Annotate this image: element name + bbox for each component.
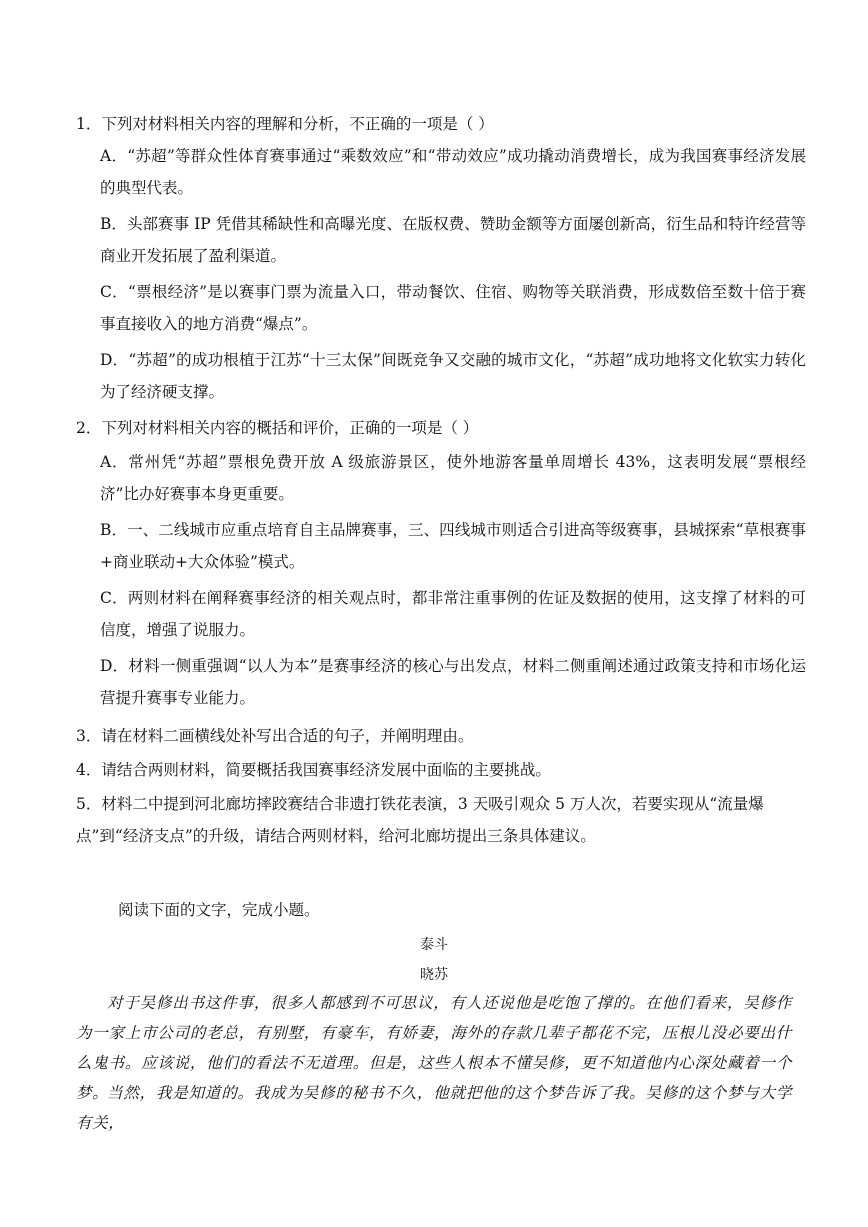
question-1-option-d: D．“苏超”的成功根植于江苏“十三太保”间既竞争又交融的城市文化，“苏超”成功地将文化软实力转化为了经济硬支撑。 <box>100 351 806 401</box>
reading-intro: 阅读下面的文字，完成小题。 <box>118 901 320 919</box>
question-4-stem: 4．请结合两则材料，简要概括我国赛事经济发展中面临的主要挑战。 <box>76 761 551 779</box>
question-1-option-b: B．头部赛事 IP 凭借其稀缺性和高曝光度、在版权费、赞助金额等方面屡创新高，衍生品和特许经营等商业开发拓展了盈利渠道。 <box>100 215 806 265</box>
reading-paragraph-1: 对于吴修出书这件事，很多人都感到不可思议，有人还说他是吃饱了撑的。在他们看来，吴修作为一家上市公司的老总，有别墅，有豪车，有娇妻，海外的存款几辈子都花不完，压根儿没必要出什么鬼书。应该说，他们的看法不无道理。但是，这些人根本不懂吴修，更不知道他内心深处藏着一个梦。 <box>76 994 792 1102</box>
question-2-option-d: D．材料一侧重强调“以人为本”是赛事经济的核心与出发点，材料二侧重阐述通过政策支持和市场化运营提升赛事专业能力。 <box>100 657 806 707</box>
question-2-option-a: A．常州凭“苏超”票根免费开放 A 级旅游景区，使外地游客量单周增长 43%，这表明发展“票根经济”比办好赛事本身更重要。 <box>100 453 806 503</box>
question-2-option-c: C．两则材料在阐释赛事经济的相关观点时，都非常注重事例的佐证及数据的使用，这支撑了材料的可信度，增强了说服力。 <box>100 589 806 639</box>
question-1-option-c: C．“票根经济”是以赛事门票为流量入口，带动餐饮、住宿、购物等关联消费，形成数倍至数十倍于赛事直接收入的地方消费“爆点”。 <box>100 283 806 333</box>
reading-author: 晓苏 <box>420 967 448 983</box>
question-1-option-a: A．“苏超”等群众性体育赛事通过“乘数效应”和“带动效应”成功撬动消费增长，成为我国赛事经济发展的典型代表。 <box>100 147 806 197</box>
question-5-stem: 5．材料二中提到河北廊坊摔跤赛结合非遗打铁花表演，3 天吸引观众 5 万人次，若要实现从“流量爆点”到“经济支点”的升级，请结合两则材料，给河北廊坊提出三条具体建议。 <box>76 795 764 845</box>
question-2-stem: 2．下列对材料相关内容的概括和评价，正确的一项是（ ） <box>76 419 479 437</box>
reading-paragraph-2: 当然，我是知道的。我成为吴修的秘书不久，他就把他的这个梦告诉了我。吴修的这个梦与大学有关， <box>76 1084 792 1132</box>
question-3-stem: 3．请在材料二画横线处补写出合适的句子，并阐明理由。 <box>76 727 474 745</box>
question-1-stem: 1．下列对材料相关内容的理解和分析，不正确的一项是（ ） <box>76 115 494 133</box>
reading-title: 泰斗 <box>420 937 448 953</box>
question-2-option-b: B．一、二线城市应重点培育自主品牌赛事，三、四线城市则适合引进高等级赛事，县城探索“草根赛事+商业联动+大众体验”模式。 <box>100 521 806 571</box>
